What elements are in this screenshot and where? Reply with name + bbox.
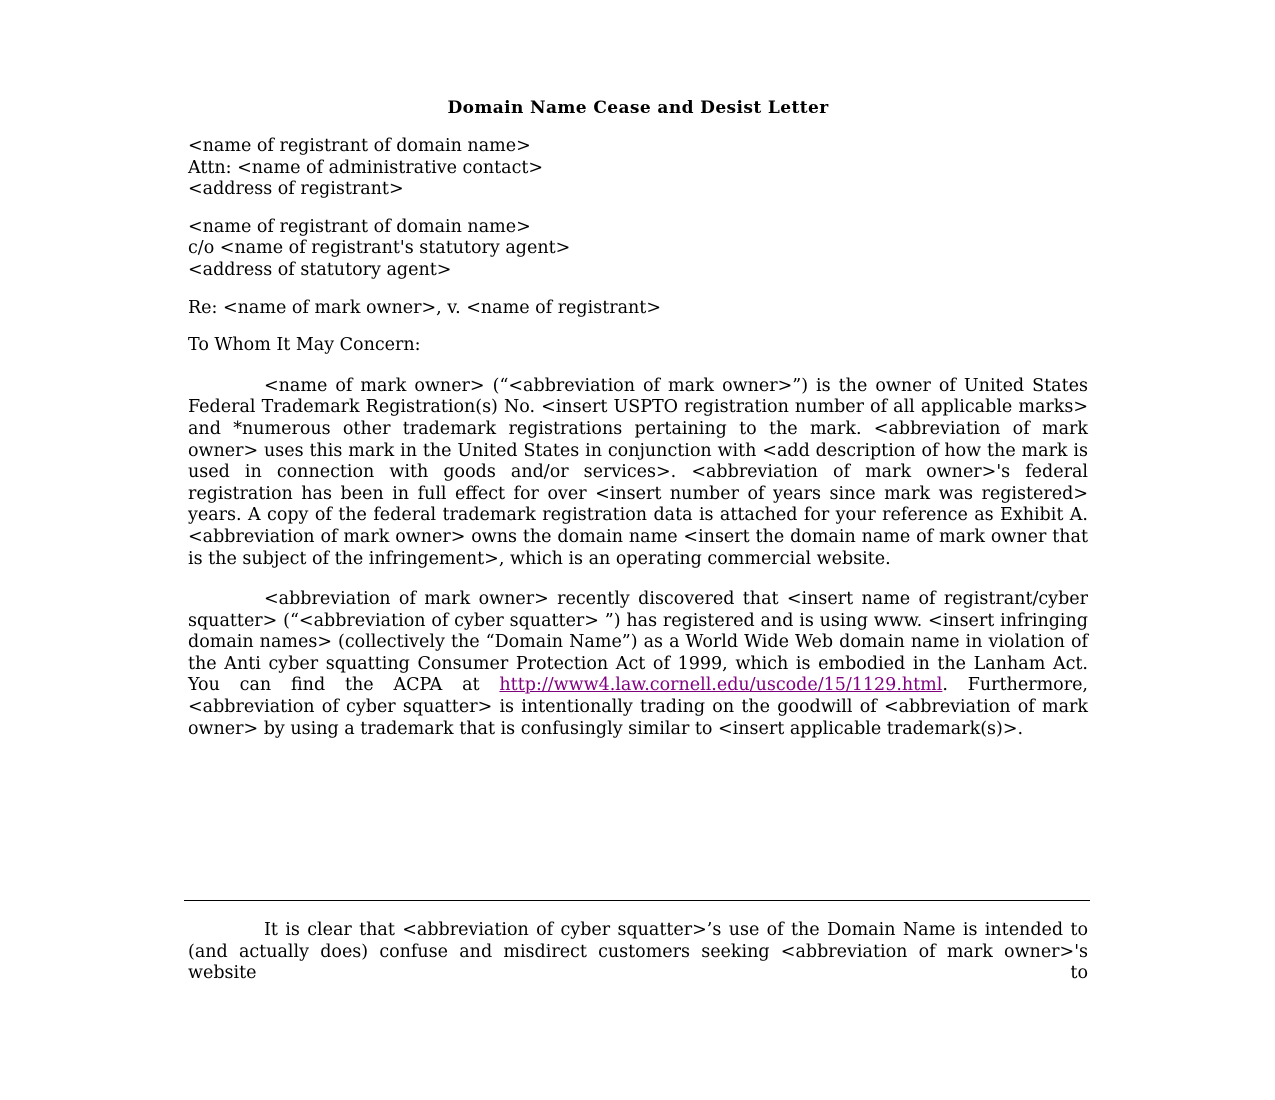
paragraph-text: . Furthermore, <abbreviation of cyber squatter> is intentionally trading on the goodwill of <abbreviation of mark owner> by using a trademark that is confusingly similar to <insert applicable trademark(s)>. (188, 675, 1088, 739)
address-line: <name of registrant of domain name> (188, 216, 531, 237)
letter-page (188, 98, 1088, 759)
re-line: Re: <name of mark owner>, v. <name of registrant> (188, 297, 661, 318)
address-line: <address of statutory agent> (188, 259, 452, 280)
paragraph-trademark-ownership (188, 376, 1088, 570)
document-title: Domain Name Cease and Desist Letter (447, 98, 829, 118)
paragraph-text: <name of mark owner> (“<abbreviation of mark owner>”) is the owner of United States Federal Trademark Registration(s) No. <insert USPTO registration number of all applicable marks> and *numerous other trademark registrations pertaining to the mark. <abbreviation of mark owner> uses this mark in the United States in conjunction with <add description of how the mark is used in connection with goods and/or services>. <abbreviation of mark owner>'s federal registration has been in full effect for over <insert number of years since mark was registered> years. A copy of the federal trademark registration data is attached for your reference as Exhibit A. <abbreviation of mark owner> owns the domain name <insert the domain name of mark owner that is the subject of the infringement>, which is an operating commercial website. (188, 375, 1088, 569)
page-divider (184, 900, 1090, 901)
address-line: <name of registrant of domain name> (188, 136, 531, 156)
paragraph-text: It is clear that <abbreviation of cyber squatter>’s use of the Domain Name is intended to (and actually does) confuse and misdirect customers seeking <abbreviation of mark owner>'s website to (188, 920, 1088, 984)
address-block-statutory-agent (188, 217, 1088, 282)
paragraph-confusion (188, 920, 1088, 985)
paragraph-text: <abbreviation of mark owner> recently discovered that <insert name of registrant/cyber squatter> (“<abbreviation of cyber squatter> ”) has registered and is using www. <insert infringing domain names> (collectively the “Domain Name”) as a World Wide Web domain name in violation of the Anti cyber squatting Consumer Protection Act of 1999, which is embodied in the Lanham Act. You can find the ACPA at (188, 589, 1088, 696)
salutation: To Whom It May Concern: (188, 335, 421, 356)
address-line: Attn: <name of administrative contact> (188, 157, 544, 178)
address-line: <address of registrant> (188, 179, 404, 200)
address-line: c/o <name of registrant's statutory agent> (188, 238, 571, 259)
acpa-link[interactable]: http://www4.law.cornell.edu/uscode/15/1129.html (499, 675, 943, 696)
paragraph-infringement (188, 589, 1088, 740)
address-block-registrant (188, 136, 1088, 201)
